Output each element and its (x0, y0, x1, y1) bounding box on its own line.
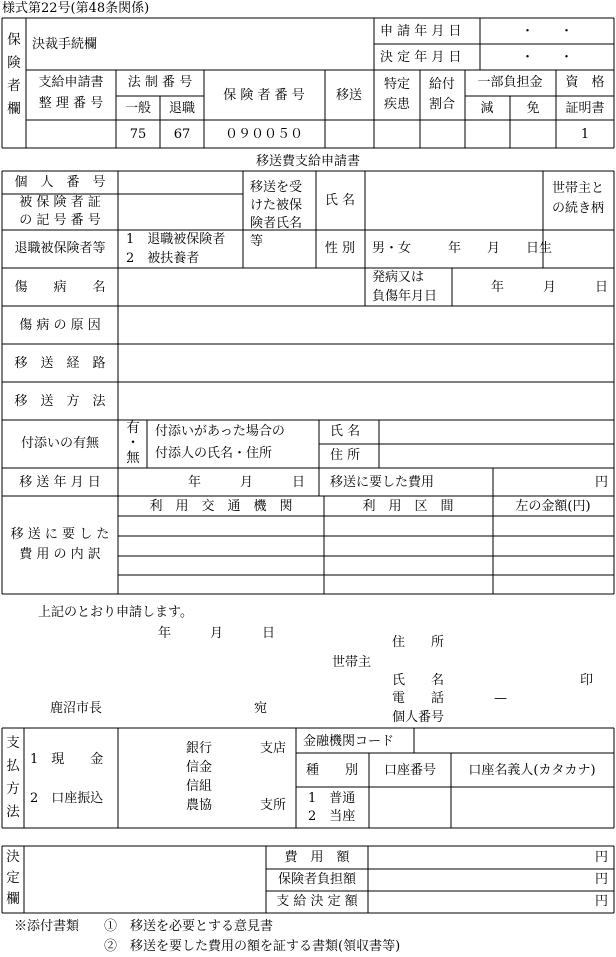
cause-label: 傷 病 の 原 因 (19, 318, 101, 333)
qualification-label: 資 格 (565, 75, 605, 90)
payment-cash-option: 1 現 金 (30, 752, 104, 767)
declaration-address-label: 住 所 (392, 635, 445, 650)
attachments-label: ※添付書類 (14, 919, 80, 934)
decide-date-value: ・ ・ (520, 50, 574, 65)
declaration-to: 宛 (254, 701, 268, 716)
law-no-label: 法 制 番 号 (127, 75, 193, 90)
cost-amount-label: 費 用 額 (284, 850, 350, 865)
attachment-item-2: ② 移送を要した費用の額を証する書類(領収書等) (104, 939, 401, 954)
retired-option-1: 1 退職被保険者 (126, 232, 226, 247)
attendant-info-label-1: 付添いがあった場合の (155, 424, 285, 439)
personal-no-label: 個 人 番 号 (14, 175, 106, 190)
insurer-no-value: ０９００５０ (224, 127, 304, 142)
onset-label-1: 発病又は (372, 270, 425, 285)
onset-label-2: 負傷年月日 (372, 289, 438, 304)
gender-value: 男・女 (372, 241, 412, 256)
ordinary-option: 1 普通 (308, 791, 356, 806)
apply-date-value: ・ ・ (520, 24, 574, 39)
onset-date-value: 年 月 日 (490, 280, 608, 295)
specific-disease-label-1: 特定 (383, 77, 411, 92)
payment-decision-label: 支 給 決 定 額 (276, 894, 358, 909)
declaration-seal: 印 (580, 673, 594, 688)
cost-header-transport: 利 用 交 通 機 関 (149, 499, 293, 514)
transferred-name-label-2: けた被保 (250, 198, 303, 213)
cost-amount-yen: 円 (594, 850, 608, 865)
account-holder-label: 口座名義人(カタカナ) (468, 763, 596, 778)
attendant-label: 付添いの有無 (20, 436, 100, 451)
insurer-burden-label: 保険者負担額 (277, 872, 357, 887)
law-general-label: 一般 (124, 101, 152, 116)
insured-card-label-2: の 記 号 番 号 (19, 213, 101, 228)
declaration-statement: 上記のとおり申請します。 (38, 605, 193, 620)
household-relation-label-1: 世帯主と (551, 181, 605, 196)
decision-proc-label: 決裁手続欄 (32, 37, 98, 52)
benefit-ratio-label-1: 給付 (428, 77, 456, 92)
insurer-side-label: 保 険 者 欄 (7, 32, 21, 117)
route-label: 移 送 経 路 (14, 356, 106, 371)
transferred-name-label-4: 等 (250, 234, 264, 249)
name-label: 氏 名 (324, 193, 356, 208)
declaration-phone-separator: — (494, 691, 507, 706)
transferred-name-label-1: 移送を受 (250, 180, 303, 195)
declaration-date: 年 月 日 (158, 626, 276, 641)
payment-transfer-option: 2 口座振込 (30, 791, 104, 806)
cert-label: 証明書 (565, 101, 605, 116)
declaration-addressee: 鹿沼市長 (50, 701, 103, 716)
specific-disease-label-2: 疾患 (383, 97, 411, 112)
retired-option-2: 2 被扶養者 (126, 251, 200, 266)
burden-reduce-label: 減 (480, 101, 494, 116)
declaration-name-label: 氏 名 (392, 673, 445, 688)
transferred-name-label-3: 険者氏名 (250, 216, 303, 231)
cost-header-amount: 左の金額(円) (515, 499, 591, 514)
decide-date-label: 決 定 年 月 日 (380, 50, 462, 65)
transfer-date-label: 移 送 年 月 日 (19, 475, 101, 490)
branch2-label: 支所 (260, 798, 287, 813)
insured-card-label-1: 被 保 険 者 証 (19, 195, 101, 210)
household-relation-label-2: の続き柄 (551, 201, 605, 216)
transfer-label: 移送 (335, 88, 363, 103)
law-retired-label: 退職 (168, 101, 196, 116)
form-number: 様式第22号(第48条関係) (2, 1, 150, 16)
method-label: 移 送 方 法 (14, 394, 106, 409)
declaration-personal-no-label: 個人番号 (392, 710, 445, 725)
shinkumi-label: 信組 (186, 779, 213, 794)
partial-burden-label: 一部負担金 (477, 75, 543, 90)
burden-exempt-label: 免 (526, 101, 540, 116)
account-no-label: 口座番号 (383, 763, 437, 778)
attachment-item-1: ① 移送を必要とする意見書 (104, 919, 274, 934)
benefit-ratio-label-2: 割合 (428, 97, 456, 112)
nokyo-label: 農協 (186, 798, 213, 813)
gender-label: 性 別 (324, 241, 356, 256)
attendant-name-label: 氏 名 (330, 424, 361, 439)
disease-name-label: 傷 病 名 (14, 280, 106, 295)
transfer-date-value: 年 月 日 (188, 475, 306, 490)
apply-date-label: 申 請 年 月 日 (380, 24, 462, 39)
payment-side-label: 支 払 方 法 (6, 735, 20, 820)
cost-header-section: 利 用 区 間 (362, 499, 454, 514)
branch-label: 支店 (260, 741, 287, 756)
req-no-label-2: 整 理 番 号 (38, 96, 104, 111)
declaration-phone-label: 電 話 (392, 691, 445, 706)
transfer-cost-label: 移送に要した費用 (330, 475, 435, 490)
birth-date-value: 年 月 日生 (448, 241, 553, 256)
insurer-no-label: 保 険 者 番 号 (223, 88, 305, 103)
decision-side-label: 決 定 欄 (6, 849, 20, 907)
shinkin-label: 信金 (186, 760, 213, 775)
cert-value: 1 (580, 127, 590, 142)
attendant-value: 有 ・ 無 (126, 420, 140, 466)
transfer-cost-yen: 円 (594, 475, 608, 490)
law-general-value: 75 (129, 127, 147, 142)
account-type-label: 種 別 (305, 763, 359, 778)
fi-code-label: 金融機関コード (303, 734, 395, 749)
retired-label: 退職被保険者等 (14, 241, 106, 256)
req-no-label-1: 支給申請書 (38, 75, 104, 90)
current-option: 2 当座 (308, 809, 356, 824)
cost-breakdown-label-1: 移 送 に 要 し た (10, 527, 110, 542)
insurer-burden-yen: 円 (594, 872, 608, 887)
form-title: 移送費支給申請書 (255, 154, 361, 169)
attendant-address-label: 住 所 (330, 448, 361, 463)
cost-breakdown-label-2: 費 用 の 内 訳 (19, 547, 101, 562)
law-retired-value: 67 (173, 127, 191, 142)
bank-label: 銀行 (186, 741, 213, 756)
attendant-info-label-2: 付添人の氏名・住所 (155, 446, 273, 461)
declaration-head-of-household: 世帯主 (332, 655, 372, 670)
payment-decision-yen: 円 (594, 894, 608, 909)
